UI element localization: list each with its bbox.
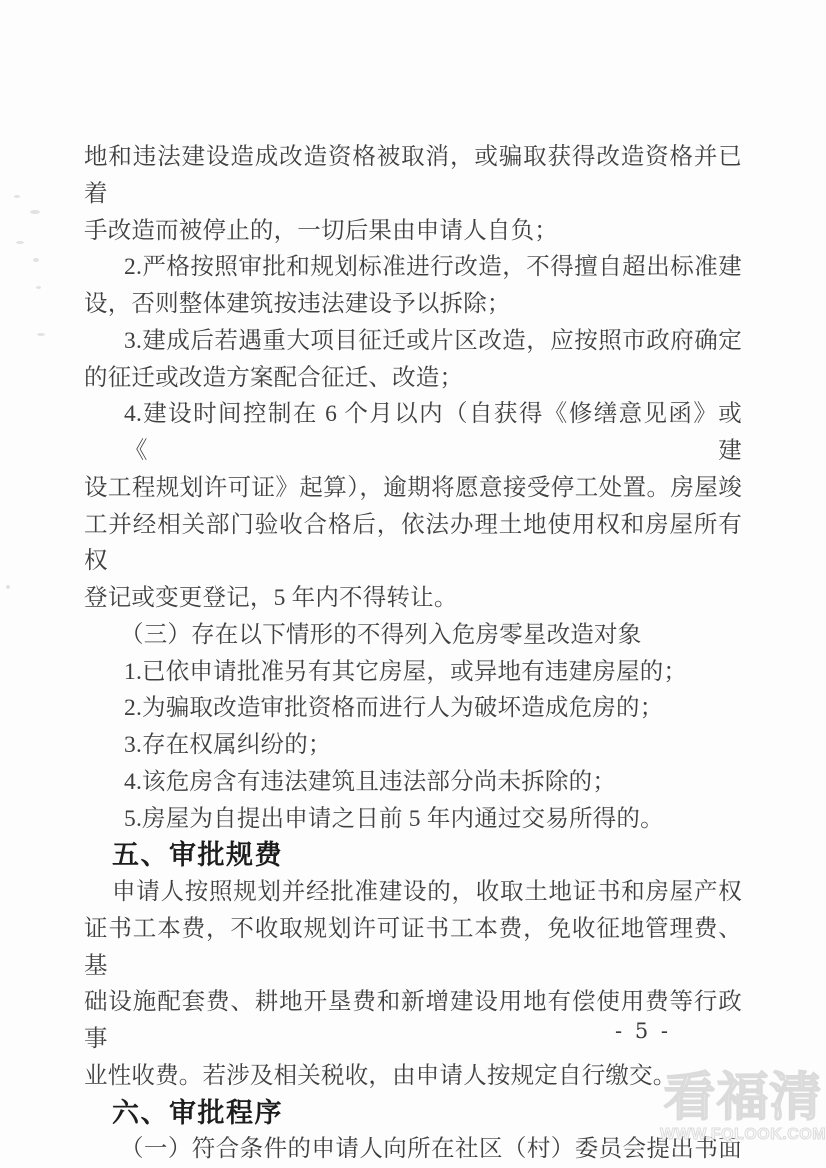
scan-speckle (6, 585, 10, 589)
scan-speckle (33, 258, 39, 262)
doc-line: （一）符合条件的申请人向所在社区（村）委员会提出书面 (120, 1136, 742, 1163)
doc-line: 业性收费。若涉及相关税收，由申请人按规定自行缴交。 (84, 1062, 677, 1089)
section-heading: 六、审批程序 (112, 1097, 283, 1128)
scan-speckle (36, 286, 41, 289)
doc-line: 1.已依申请批准另有其它房屋，或异地有违建房屋的； (124, 658, 688, 685)
scan-speckle (16, 241, 24, 244)
doc-line: 工并经相关部门验收合格后，依法办理土地使用权和房屋所有权 (84, 511, 742, 575)
document-text-block (84, 139, 742, 1168)
doc-line: 地和违法建设造成改造资格被取消，或骗取获得改造资格并已着 (84, 144, 742, 207)
scan-speckle (37, 333, 45, 336)
doc-line: 2.严格按照审批和规划标准进行改造，不得擅自超出标准建 (124, 254, 742, 281)
doc-line: 手改造而被停止的，一切后果由申请人自负； (84, 217, 558, 244)
doc-line: 设，否则整体建筑按违法建设予以拆除； (84, 291, 511, 317)
doc-subheading-line: （三）存在以下情形的不得列入危房零星改造对象 (120, 621, 642, 648)
doc-line: 3.存在权属纠纷的； (124, 732, 332, 758)
scan-speckle (14, 195, 20, 198)
doc-line: 申请人按照规划并经批准建设的，收取土地证书和房屋产权 (112, 879, 742, 905)
doc-line: 设工程规划许可证》起算），逾期将愿意接受停工处置。房屋竣 (84, 474, 742, 501)
doc-line: 3.建成后若遇重大项目征迁或片区改造，应按照市政府确定 (124, 327, 742, 354)
doc-line: 4.该危房含有违法建筑且违法部分尚未拆除的； (124, 768, 617, 795)
doc-line: 的征迁或改造方案配合征迁、改造； (84, 364, 464, 391)
doc-line: 2.为骗取改造审批资格而进行人为破坏造成危房的； (124, 695, 664, 722)
page-number: - 5 - (615, 1019, 671, 1043)
watermark-brand-text: 看福清 (663, 1069, 823, 1127)
doc-line: 5.房屋为自提出申请之日前 5 年内通过交易所得的。 (124, 805, 664, 832)
watermark (660, 1070, 826, 1144)
scan-speckle (30, 210, 40, 214)
doc-line: 4.建设时间控制在 6 个月以内（自获得《修缮意见函》或《建 (124, 401, 742, 464)
watermark-site-text: WWW.FQLOOK.COM (660, 1126, 826, 1143)
section-heading: 五、审批规费 (112, 840, 283, 871)
doc-line: 础设施配套费、耕地开垦费和新增建设用地有偿使用费等行政事 (84, 989, 742, 1052)
doc-line: 证书工本费，不收取规划许可证书工本费，免收征地管理费、基 (84, 915, 742, 979)
doc-line: 登记或变更登记，5 年内不得转让。 (84, 585, 458, 611)
